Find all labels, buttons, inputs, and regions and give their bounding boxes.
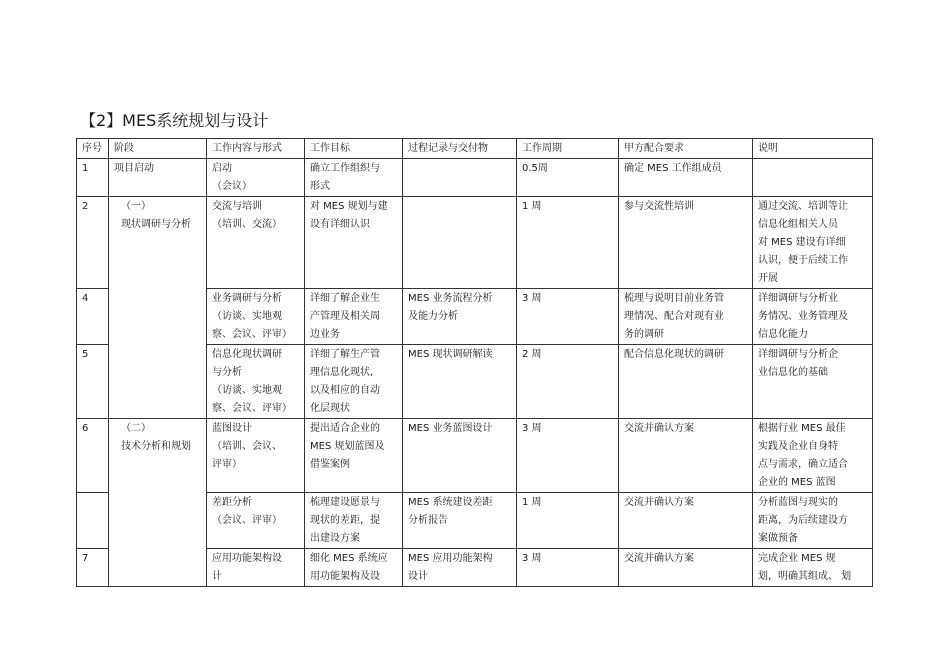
note-cell: 详细调研与分析业 务情况、业务管理及 信息化能力 [753,289,873,345]
note-cell: 完成企业 MES 规 划，明确其组成、 划 [753,549,873,587]
table-row [77,197,873,289]
row-number [77,493,109,549]
content-cell: 业务调研与分析 （访谈、实地观 察、会议、评审） [207,289,305,345]
note-cell: 分析蓝图与现实的 距离，为后续建设方 案做预备 [753,493,873,549]
record-cell [403,159,517,197]
requirement-cell: 确定 MES 工作组成员 [619,159,753,197]
requirement-cell: 梳理与说明目前业务管 理情况、配合对现有业 务的调研 [619,289,753,345]
content-cell: 蓝图设计 （培训、会议、 评审） [207,419,305,493]
row-number: 6 [77,419,109,493]
note-cell: 根据行业 MES 最佳 实践及企业自身特 点与需求，确立适合 企业的 MES 蓝图 [753,419,873,493]
record-cell: MES 业务流程分析 及能力分析 [403,289,517,345]
header-cell: 阶段 [109,139,207,159]
header-cell: 说明 [753,139,873,159]
header-cell: 工作周期 [517,139,619,159]
content-cell: 信息化现状调研 与分析 （访谈、实地观 察、会议、评审） [207,345,305,419]
goal-cell: 确立工作组织与 形式 [305,159,403,197]
requirement-cell: 交流并确认方案 [619,419,753,493]
row-number: 1 [77,159,109,197]
record-cell: MES 现状调研解读 [403,345,517,419]
record-cell: MES 应用功能架构 设计 [403,549,517,587]
header-cell: 工作内容与形式 [207,139,305,159]
content-cell: 交流与培训 （培训、交流） [207,197,305,289]
plan-table [76,138,873,587]
content-cell: 启动 （会议） [207,159,305,197]
goal-cell: 细化 MES 系统应 用功能架构及设 [305,549,403,587]
requirement-cell: 交流并确认方案 [619,493,753,549]
note-cell [753,159,873,197]
stage-cell: （二） 技术分析和规划 [109,419,207,587]
period-cell: 1 周 [517,197,619,289]
requirement-cell: 参与交流性培训 [619,197,753,289]
record-cell: MES 业务蓝图设计 [403,419,517,493]
period-cell: 3 周 [517,549,619,587]
goal-cell: 梳理建设愿景与 现状的差距，提 出建设方案 [305,493,403,549]
note-cell: 详细调研与分析企 业信息化的基础 [753,345,873,419]
row-number: 5 [77,345,109,419]
header-cell: 序号 [77,139,109,159]
content-cell: 差距分析 （会议、评审） [207,493,305,549]
row-number: 7 [77,549,109,587]
table-row [77,159,873,197]
row-number: 2 [77,197,109,289]
content-cell: 应用功能架构设 计 [207,549,305,587]
period-cell: 1 周 [517,493,619,549]
header-cell: 过程记录与交付物 [403,139,517,159]
goal-cell: 对 MES 规划与建 设有详细认识 [305,197,403,289]
header-cell: 工作目标 [305,139,403,159]
note-cell: 通过交流、培训等让 信息化组相关人员 对 MES 建设有详细 认识，便于后续工作 开展 [753,197,873,289]
period-cell: 2 周 [517,345,619,419]
goal-cell: 提出适合企业的 MES 规划蓝图及 借鉴案例 [305,419,403,493]
goal-cell: 详细了解生产管 理信息化现状, 以及相应的自动 化层现状 [305,345,403,419]
requirement-cell: 配合信息化现状的调研 [619,345,753,419]
period-cell: 3 周 [517,419,619,493]
goal-cell: 详细了解企业生 产管理及相关周 边业务 [305,289,403,345]
period-cell: 3 周 [517,289,619,345]
stage-cell: 项目启动 [109,159,207,197]
table-header-row [77,139,873,159]
header-cell: 甲方配合要求 [619,139,753,159]
period-cell: 0.5周 [517,159,619,197]
record-cell: MES 系统建设差距 分析报告 [403,493,517,549]
row-number: 4 [77,289,109,345]
section-title: 【2】MES系统规划与设计 [80,111,269,130]
record-cell [403,197,517,289]
stage-cell: （一） 现状调研与分析 [109,197,207,419]
table-row [77,419,873,493]
requirement-cell: 交流并确认方案 [619,549,753,587]
